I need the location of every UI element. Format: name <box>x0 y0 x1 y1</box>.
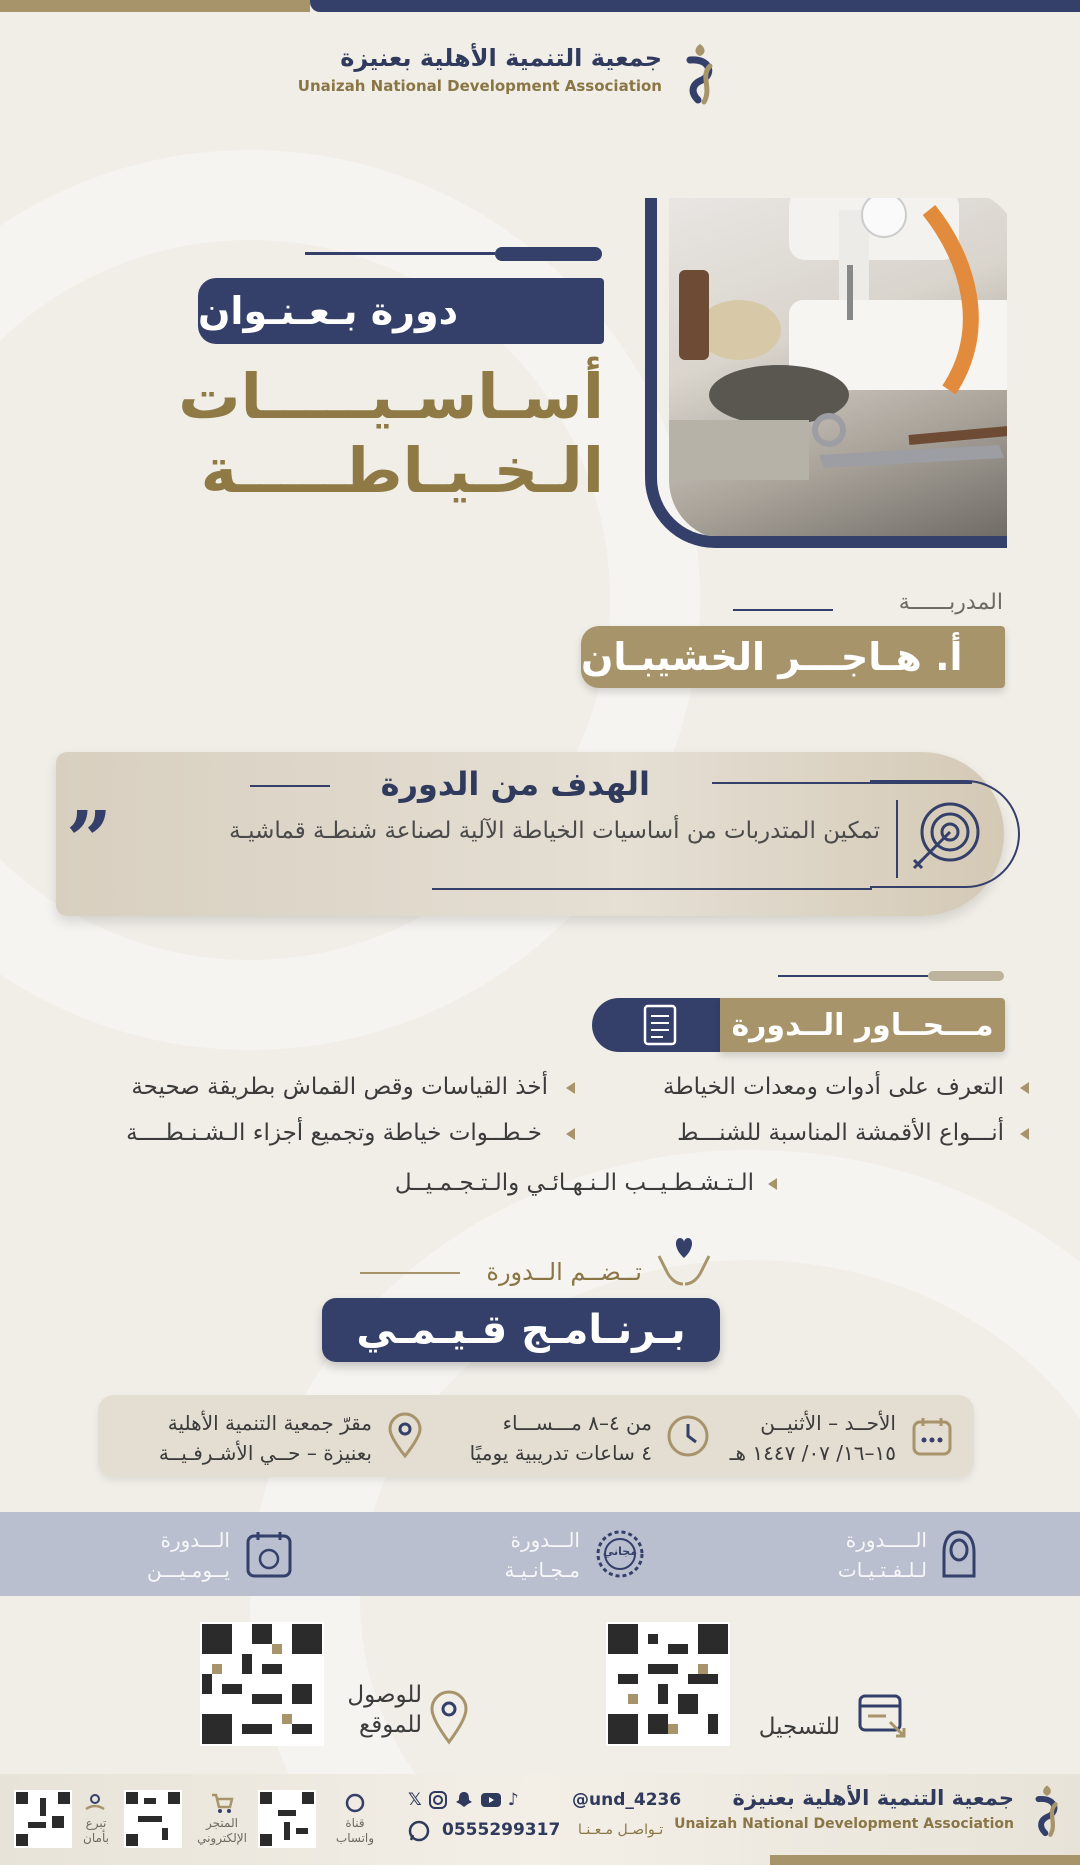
goal-bottom-line <box>432 888 872 890</box>
calendar-icon <box>244 1528 294 1580</box>
donate-line1: تبرع <box>85 1816 107 1830</box>
place-line1: مقرّ جمعية التنمية الأهلية <box>167 1411 372 1435</box>
feature-line2: مـجـانـيـة <box>504 1558 580 1582</box>
axes-bullet <box>566 1082 575 1094</box>
quote-icon: ” <box>66 793 113 887</box>
trainer-name: أ. هـاجـــر الخشيبـان <box>581 626 1005 688</box>
trainer-divider-line <box>733 609 833 611</box>
qr-pattern <box>202 1624 322 1744</box>
top-navy-bar <box>310 0 1080 12</box>
qr-pattern <box>126 1792 180 1846</box>
register-qr-code[interactable] <box>606 1622 730 1746</box>
social-icons <box>408 1790 558 1810</box>
trainer-label: المدربــــــة <box>898 590 1003 615</box>
course-name-line1: أسـاسـيـــــات <box>178 360 604 433</box>
org-name-en: Unaizah National Development Association <box>297 77 662 95</box>
location-label-line1: للوصول <box>347 1682 422 1708</box>
feature-line1: الـــدورة <box>160 1528 230 1552</box>
axes-item: أنـــواع الأقمشة المناسبة للشنـــط <box>677 1120 1004 1146</box>
phone-number[interactable]: 0555299317 <box>442 1820 561 1840</box>
goal-text: تمكين المتدربات من أساسيات الخياطة الآلية لصناعة شنطـة قماشيـة <box>229 818 880 844</box>
free-badge-label: مجاني <box>602 1545 638 1558</box>
x-icon[interactable]: 𝕏 <box>408 1790 422 1810</box>
time-line2: ٤ ساعات تدريبية يوميًا <box>469 1441 652 1465</box>
axes-bullet <box>566 1128 575 1140</box>
channel-line2: واتساب <box>335 1831 375 1845</box>
sewing-photo <box>669 198 1007 540</box>
footer-accent-bar <box>770 1855 1080 1865</box>
org-logo-icon <box>680 40 720 108</box>
contact-label: تـواصـل مـعـنـا <box>578 1822 664 1838</box>
axes-divider-accent <box>928 971 1004 981</box>
title-divider-line <box>305 252 495 255</box>
goal-title: الهدف من الدورة <box>380 765 650 803</box>
channel-line1: قناة <box>345 1816 365 1830</box>
axes-bullet <box>768 1178 777 1190</box>
goal-title-line-left <box>250 785 330 787</box>
org-name-ar: جمعية التنمية الأهلية بعنيزة <box>340 44 662 72</box>
goal-divider <box>896 800 898 878</box>
store-line1: المتجر <box>206 1816 238 1830</box>
axes-item: أخذ القياسات وقص القماش بطريقة صحيحة <box>131 1074 548 1100</box>
calendar-icon <box>910 1414 954 1458</box>
feature-line2: لـلـفـتـيـات <box>837 1558 927 1582</box>
youtube-icon[interactable] <box>480 1791 502 1809</box>
register-label: للتسجيل <box>758 1714 840 1740</box>
donate-qr[interactable] <box>14 1790 72 1848</box>
registration-form-icon <box>856 1692 912 1744</box>
hand-coin-icon <box>84 1792 106 1814</box>
date-line1: الأحــد – الأثنيــن <box>760 1411 896 1435</box>
date-line2: ١٥–١٦/ ٠٧/ ١٤٤٧ هـ <box>729 1441 896 1465</box>
heart-hands-icon <box>655 1232 713 1290</box>
tiktok-icon[interactable]: ♪ <box>507 1790 519 1810</box>
qr-pattern <box>16 1792 70 1846</box>
axes-divider-line <box>778 975 928 977</box>
donate-line2: بأمان <box>83 1831 109 1845</box>
includes-label: تــضــم الــدورة <box>486 1258 642 1286</box>
location-label-line2: للموقع <box>358 1712 422 1738</box>
axes-title: مـــحــاور الــدورة <box>720 998 1005 1052</box>
sewing-photo-frame <box>645 198 1007 548</box>
footer-org-name-en: Unaizah National Development Association <box>674 1816 1014 1832</box>
includes-line <box>360 1272 460 1274</box>
org-logo-icon <box>1030 1780 1064 1842</box>
sewing-machine-illustration <box>669 198 1007 540</box>
top-accent-bar <box>0 0 310 12</box>
document-icon <box>635 1002 685 1048</box>
program-title: بـرنـامـج قـيـمـي <box>322 1298 720 1362</box>
goal-title-line-right <box>712 782 972 784</box>
course-title-label: دورة بـعـنـوان <box>198 278 604 344</box>
time-line1: من ٤–٨ مـــســـاء <box>502 1411 652 1435</box>
feature-line2: يــومـيـــن <box>146 1558 230 1582</box>
title-divider-accent <box>495 247 602 261</box>
qr-pattern <box>608 1624 728 1744</box>
course-name-line2: الـخـيـاطـــــة <box>200 434 604 507</box>
axes-bullet <box>1020 1128 1029 1140</box>
store-line2: الإلكتروني <box>197 1831 247 1845</box>
location-pin-icon <box>386 1412 424 1460</box>
axes-bullet <box>1020 1082 1029 1094</box>
instagram-icon[interactable] <box>428 1790 448 1810</box>
target-icon <box>908 798 984 874</box>
feature-line1: الـــــدورة <box>845 1528 927 1552</box>
footer-org-name-ar: جمعية التنمية الأهلية بعنيزة <box>732 1786 1014 1810</box>
clock-icon <box>666 1414 710 1458</box>
location-qr-code[interactable] <box>200 1622 324 1746</box>
place-line2: بعنيزة – حــي الأشـرفـيــة <box>158 1441 372 1465</box>
girl-icon <box>936 1528 982 1580</box>
snapchat-icon[interactable] <box>454 1790 474 1810</box>
chat-icon <box>344 1792 366 1814</box>
store-qr[interactable] <box>124 1790 182 1848</box>
feature-line1: الـــدورة <box>510 1528 580 1552</box>
whatsapp-channel-qr[interactable] <box>258 1790 316 1848</box>
axes-item: الـتـشـطـيــب الـنـهـائـي والـتـجـمـيــل <box>394 1170 754 1196</box>
location-pin-icon <box>428 1690 470 1746</box>
axes-item: التعرف على أدوات ومعدات الخياطة <box>663 1074 1004 1100</box>
whatsapp-icon[interactable] <box>408 1820 430 1842</box>
axes-item: خـطــوات خياطة وتجميع أجزاء الـشـنـطــــة <box>126 1120 542 1146</box>
qr-pattern <box>260 1792 314 1846</box>
social-handle[interactable]: @und_4236 <box>572 1790 682 1810</box>
cart-icon <box>210 1792 234 1814</box>
